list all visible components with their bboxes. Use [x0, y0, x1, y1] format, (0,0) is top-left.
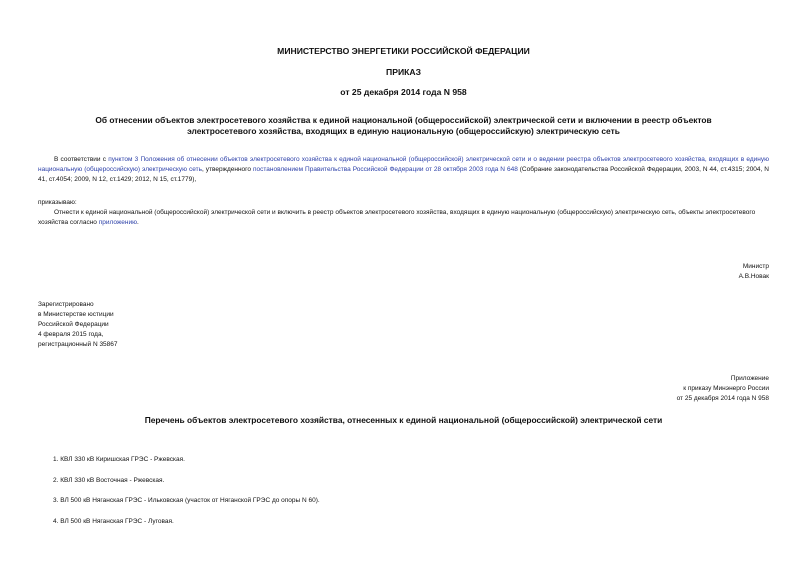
appendix-link[interactable]: приложению [98, 219, 137, 226]
appendix-title: Перечень объектов электросетевого хозяйства, отнесенных к единой национальной (общероссийской) электрической сети [144, 415, 663, 425]
appendix-date: от 25 декабря 2014 года N 958 [676, 395, 769, 402]
signature-position: Министр [742, 263, 769, 270]
order-label: приказываю: [38, 199, 77, 206]
list-item: 4. ВЛ 500 кВ Няганская ГРЭС - Луговая. [53, 518, 174, 525]
order-text: Отнести к единой национальной (общероссийской) электрической сети и включить в реестр объектов электросетевого хозяйства, входящих в единую национальную (общероссийскую) электрическую сеть, объекты электросетевого хозяйства согласно [38, 209, 756, 226]
document-title-line-2: электросетевого хозяйства, входящих в единую национальную (общероссийскую) электрическую сеть [187, 126, 620, 136]
signature-name: А.В.Новак [738, 273, 769, 280]
preamble-middle: , утвержденного [202, 166, 253, 173]
list-item: 2. КВЛ 330 кВ Восточная - Ржевская. [53, 477, 165, 484]
list-item: 1. КВЛ 330 кВ Киришская ГРЭС - Ржевская. [53, 456, 185, 463]
regulation-link[interactable]: пунктом 3 Положения об отнесении объектов электросетевого хозяйства к единой национальной (общероссийской) электрической сети и о ведении реестра объектов электросетевого хозяйства, входящих в единую национальную (общероссийскую) электрическую сеть [38, 156, 769, 173]
appendix-label: Приложение [730, 375, 769, 382]
appendix-reference: к приказу Минэнерго России [683, 385, 769, 392]
registration-line: 4 февраля 2015 года, [38, 331, 104, 338]
preamble-suffix: (Собрание законодательства Российской Федерации, 2003, N 44, ст.4315; 2004, N 41, ст.4054; 2009, N 12, ст.1429; 2012, N 15, ст.1779), [38, 166, 769, 183]
list-item: 3. ВЛ 500 кВ Няганская ГРЭС - Ильковская (участок от Няганской ГРЭС до опоры N 60). [53, 497, 320, 504]
registration-block [38, 300, 118, 350]
registration-line: регистрационный N 35867 [38, 341, 118, 348]
registration-line: Российской Федерации [38, 321, 109, 328]
preamble-paragraph [38, 155, 769, 185]
government-decree-link[interactable]: постановлением Правительства Российской Федерации от 28 октября 2003 года N 648 [252, 166, 518, 173]
registration-line: Зарегистрировано [38, 301, 94, 308]
order-paragraph [38, 208, 769, 228]
document-title-line-1: Об отнесении объектов электросетевого хозяйства к единой национальной (общероссийской) электрической сети и включении в реестр объектов [95, 115, 712, 125]
order-end: . [136, 219, 139, 226]
preamble-prefix: В соответствии с [54, 156, 109, 163]
ministry-heading: МИНИСТЕРСТВО ЭНЕРГЕТИКИ РОССИЙСКОЙ ФЕДЕРАЦИИ [277, 46, 530, 56]
document-date-number: от 25 декабря 2014 года N 958 [340, 87, 467, 97]
registration-line: в Министерстве юстиции [38, 311, 114, 318]
document-type: ПРИКАЗ [386, 67, 421, 77]
